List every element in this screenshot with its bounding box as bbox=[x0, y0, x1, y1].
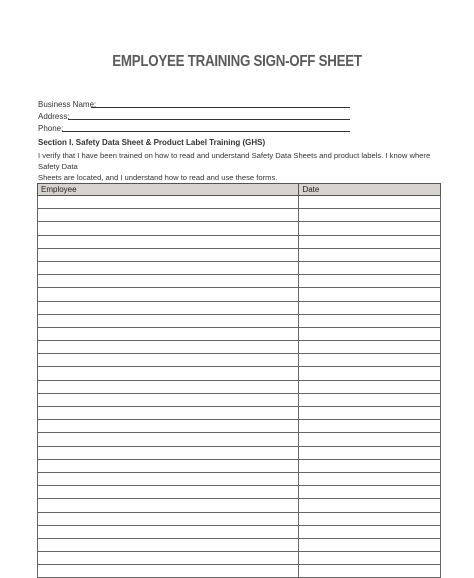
phone-label: Phone: bbox=[38, 124, 64, 133]
section-heading: Section I. Safety Data Sheet & Product Label Training (GHS) bbox=[38, 138, 266, 147]
employee-cell[interactable] bbox=[38, 196, 299, 209]
date-cell[interactable] bbox=[299, 486, 441, 499]
date-cell[interactable] bbox=[299, 552, 441, 565]
table-row bbox=[38, 472, 441, 485]
date-cell[interactable] bbox=[299, 367, 441, 380]
employee-cell[interactable] bbox=[38, 275, 299, 288]
date-cell[interactable] bbox=[299, 327, 441, 340]
table-row bbox=[38, 275, 441, 288]
table-row bbox=[38, 499, 441, 512]
date-cell[interactable] bbox=[299, 209, 441, 222]
employee-cell[interactable] bbox=[38, 538, 299, 551]
table-row bbox=[38, 512, 441, 525]
table-row bbox=[38, 420, 441, 433]
date-cell[interactable] bbox=[299, 459, 441, 472]
date-cell[interactable] bbox=[299, 512, 441, 525]
table-row bbox=[38, 209, 441, 222]
date-cell[interactable] bbox=[299, 288, 441, 301]
date-cell[interactable] bbox=[299, 407, 441, 420]
table-row bbox=[38, 538, 441, 551]
date-cell[interactable] bbox=[299, 222, 441, 235]
table-row bbox=[38, 222, 441, 235]
employee-column-header: Employee bbox=[38, 184, 299, 196]
date-cell[interactable] bbox=[299, 380, 441, 393]
date-cell[interactable] bbox=[299, 393, 441, 406]
phone-field[interactable] bbox=[62, 131, 350, 132]
table-row bbox=[38, 288, 441, 301]
employee-cell[interactable] bbox=[38, 525, 299, 538]
employee-cell[interactable] bbox=[38, 499, 299, 512]
date-cell[interactable] bbox=[299, 420, 441, 433]
employee-cell[interactable] bbox=[38, 209, 299, 222]
table-row bbox=[38, 235, 441, 248]
date-cell[interactable] bbox=[299, 275, 441, 288]
date-cell[interactable] bbox=[299, 314, 441, 327]
address-label: Address: bbox=[38, 112, 70, 121]
employee-cell[interactable] bbox=[38, 552, 299, 565]
employee-cell[interactable] bbox=[38, 433, 299, 446]
date-cell[interactable] bbox=[299, 499, 441, 512]
table-row bbox=[38, 354, 441, 367]
date-cell[interactable] bbox=[299, 538, 441, 551]
table-row bbox=[38, 552, 441, 565]
date-cell[interactable] bbox=[299, 446, 441, 459]
employee-cell[interactable] bbox=[38, 367, 299, 380]
table-row bbox=[38, 459, 441, 472]
date-cell[interactable] bbox=[299, 525, 441, 538]
date-cell[interactable] bbox=[299, 341, 441, 354]
date-cell[interactable] bbox=[299, 248, 441, 261]
table-row bbox=[38, 327, 441, 340]
employee-cell[interactable] bbox=[38, 222, 299, 235]
date-cell[interactable] bbox=[299, 196, 441, 209]
employee-cell[interactable] bbox=[38, 472, 299, 485]
table-row bbox=[38, 486, 441, 499]
table-row bbox=[38, 261, 441, 274]
table-row bbox=[38, 433, 441, 446]
business-name-label: Business Name: bbox=[38, 100, 97, 109]
section-description bbox=[38, 150, 448, 183]
employee-cell[interactable] bbox=[38, 248, 299, 261]
date-cell[interactable] bbox=[299, 472, 441, 485]
table-row bbox=[38, 380, 441, 393]
table-row bbox=[38, 341, 441, 354]
employee-cell[interactable] bbox=[38, 261, 299, 274]
employee-cell[interactable] bbox=[38, 341, 299, 354]
employee-cell[interactable] bbox=[38, 446, 299, 459]
page-title: EMPLOYEE TRAINING SIGN-OFF SHEET bbox=[112, 53, 362, 70]
employee-cell[interactable] bbox=[38, 407, 299, 420]
table-row bbox=[38, 301, 441, 314]
table-row bbox=[38, 367, 441, 380]
employee-cell[interactable] bbox=[38, 420, 299, 433]
sign-off-table bbox=[37, 183, 441, 578]
table-row bbox=[38, 196, 441, 209]
employee-cell[interactable] bbox=[38, 314, 299, 327]
employee-cell[interactable] bbox=[38, 235, 299, 248]
table-row bbox=[38, 525, 441, 538]
business-name-field[interactable] bbox=[91, 107, 350, 108]
date-cell[interactable] bbox=[299, 354, 441, 367]
date-cell[interactable] bbox=[299, 433, 441, 446]
date-cell[interactable] bbox=[299, 301, 441, 314]
date-cell[interactable] bbox=[299, 235, 441, 248]
table-row bbox=[38, 314, 441, 327]
table-header-row bbox=[38, 184, 441, 196]
table-row bbox=[38, 407, 441, 420]
table-row bbox=[38, 393, 441, 406]
date-cell[interactable] bbox=[299, 261, 441, 274]
address-field[interactable] bbox=[68, 119, 350, 120]
employee-cell[interactable] bbox=[38, 327, 299, 340]
section-text-line-1: I verify that I have been trained on how to read and understand Safety Data Sheets and product labels. I know where Safety Data bbox=[38, 151, 431, 171]
employee-cell[interactable] bbox=[38, 301, 299, 314]
employee-cell[interactable] bbox=[38, 512, 299, 525]
employee-cell[interactable] bbox=[38, 288, 299, 301]
table-row bbox=[38, 446, 441, 459]
table-row bbox=[38, 248, 441, 261]
employee-cell[interactable] bbox=[38, 354, 299, 367]
employee-cell[interactable] bbox=[38, 459, 299, 472]
employee-cell[interactable] bbox=[38, 380, 299, 393]
employee-cell[interactable] bbox=[38, 393, 299, 406]
date-column-header: Date bbox=[299, 184, 441, 196]
employee-cell[interactable] bbox=[38, 486, 299, 499]
section-text-line-2: Sheets are located, and I understand how to read and use these forms. bbox=[38, 173, 278, 182]
